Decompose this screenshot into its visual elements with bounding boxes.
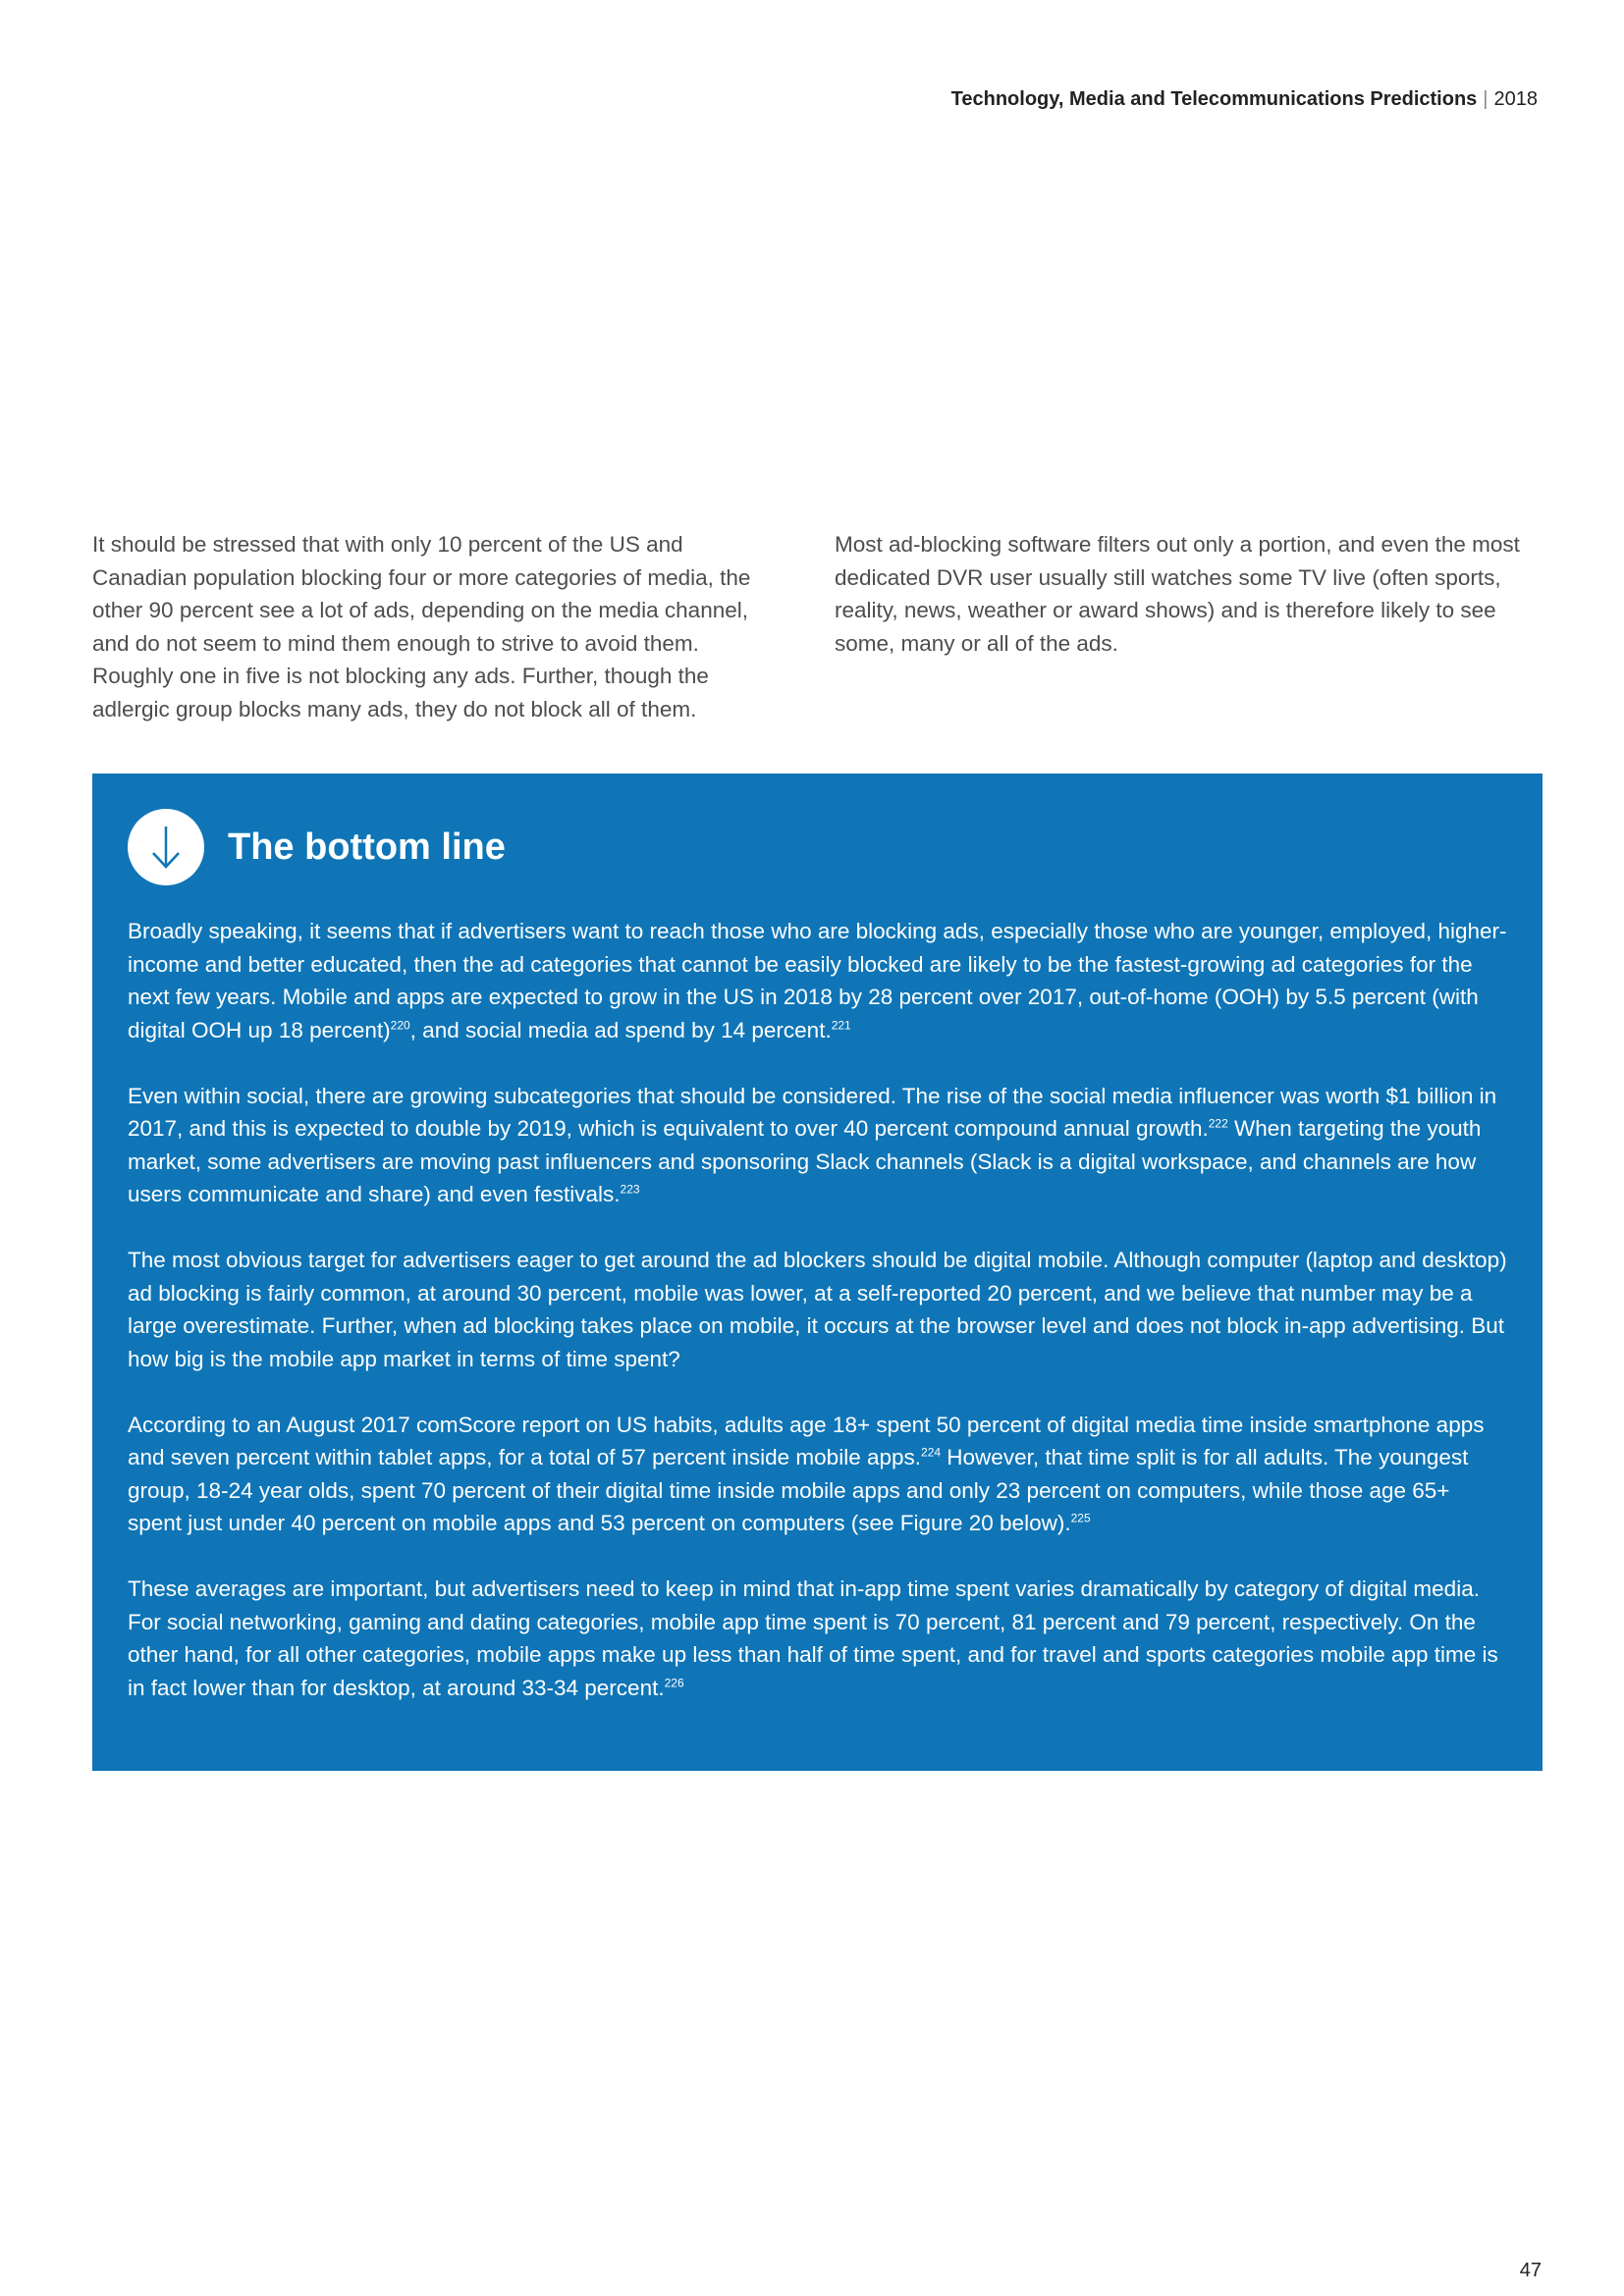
footnote-ref-223[interactable]: 223 xyxy=(620,1182,640,1197)
bottom-line-heading xyxy=(128,809,1507,885)
bottom-line-paragraph-5: These averages are important, but advertisers need to keep in mind that in-app time spent varies dramatically by category of digital media. For social networking, gaming and dating categories, mobile app time spent is 70 percent, 81 percent and 79 percent, respectively. On the other hand, for all other categories, mobile apps make up less than half of time spent, and for travel and sports categories mobile app time is in fact lower than for desktop, at around 33-34 percent.$^{226}$ xyxy=(128,1576,1498,1700)
bottom-line-panel xyxy=(92,774,1543,1771)
footnote-ref-224[interactable]: 224 xyxy=(921,1445,942,1460)
page-number: 47 xyxy=(1519,2260,1542,2281)
header-separator: | xyxy=(1483,88,1489,110)
intro-paragraph-left: It should be stressed that with only 10 percent of the US and Canadian population blocking four or more categories of media, the other 90 percent see a lot of ads, depending on the media channel, and do not seem to mind them enough to strive to avoid them. Roughly one in five is not blocking any ads. Further, though the adlergic group blocks many ads, they do not block all of them. xyxy=(92,532,751,721)
arrow-down-icon xyxy=(128,809,204,885)
intro-column-left xyxy=(92,528,780,725)
footnote-ref-222[interactable]: 222 xyxy=(1208,1116,1228,1131)
intro-column-right xyxy=(835,528,1522,660)
footnote-ref-220[interactable]: 220 xyxy=(390,1018,410,1032)
bottom-line-paragraph-3: The most obvious target for advertisers eager to get around the ad blockers should be digital mobile. Although computer (laptop and desktop) ad blocking is fairly common, at around 30 percent, mobile was lower, at a self-reported 20 percent, and we believe that number may be a large overestimate. Further, when ad blocking takes place on mobile, it occurs at the browser level and does not block in-app advertising. But how big is the mobile app market in terms of time spent? xyxy=(128,1248,1507,1371)
publication-year: 2018 xyxy=(1493,88,1538,110)
bottom-line-paragraph-4: According to an August 2017 comScore report on US habits, adults age 18+ spent 50 percent of digital media time inside smartphone apps and seven percent within tablet apps, for a total of 57 percent inside mobile apps.$^{224}$ However, that time split is for all adults. The youngest group, 18-24 year olds, spent 70 percent of their digital time inside mobile apps and only 23 percent on computers, while those age 65+ spent just under 40 percent on mobile apps and 53 percent on computers (see Figure 20 below).$^{225}$ xyxy=(128,1412,1485,1535)
publication-title: Technology, Media and Telecommunications Predictions xyxy=(950,88,1478,110)
bottom-line-paragraph-2: Even within social, there are growing subcategories that should be considered. The rise of the social media influencer was worth $1 billion in 2017, and this is expected to double by 2019, which is equivalent to over 40 percent compound annual growth.$^{222}$ When targeting the youth market, some advertisers are moving past influencers and sponsoring Slack channels (Slack is a digital workspace, and channels are how users communicate and share) and even festivals.$^{223}$ xyxy=(128,1083,1497,1206)
footnote-ref-221[interactable]: 221 xyxy=(831,1018,851,1032)
bottom-line-title: The bottom line xyxy=(228,826,506,868)
footnote-ref-225[interactable]: 225 xyxy=(1070,1511,1091,1525)
footnote-ref-226[interactable]: 226 xyxy=(664,1676,684,1689)
running-header xyxy=(951,88,1538,111)
bottom-line-paragraph-1: Broadly speaking, it seems that if advertisers want to reach those who are blocking ads, especially those who are younger, employed, higher-income and better educated, then the ad categories that cannot be easily blocked are likely to be the fastest-growing ad categories for the next few years. Mobile and apps are expected to grow in the US in 2018 by 28 percent over 2017, out-of-home (OOH) by 5.5 percent (with digital OOH up 18 percent)$^{220}$, and social media ad spend by 14 percent.$^{221}$ xyxy=(128,919,1507,1042)
intro-paragraph-right: Most ad-blocking software filters out only a portion, and even the most dedicated DVR user usually still watches some TV live (often sports, reality, news, weather or award shows) and is therefore likely to see some, many or all of the ads. xyxy=(835,532,1520,656)
